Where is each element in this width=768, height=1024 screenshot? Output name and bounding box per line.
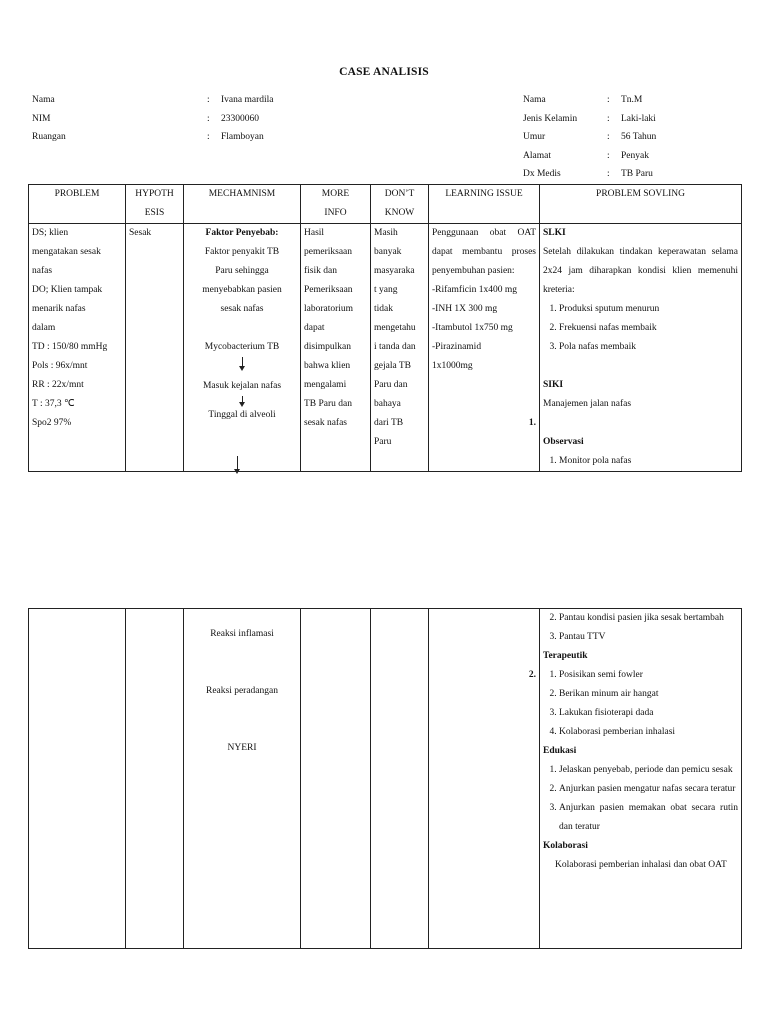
patient-age-row: Umur : 56 Tahun: [523, 132, 657, 142]
down-arrow-icon: [187, 357, 297, 371]
student-nim: 23300060: [221, 113, 259, 124]
mechanism-cell: Faktor Penyebab: Faktor penyakit TB Paru sehingga menyebabkan pasien sesak nafas Mycobacterium TB Masuk kejalan nafas Tinggal di alveoli: [184, 224, 301, 472]
table-body-row-continued: [29, 609, 742, 949]
header-mechanism: MECHAMNISM: [184, 185, 301, 224]
student-name: Ivana mardila: [221, 95, 274, 105]
mechanism-step-mycobacterium: Mycobacterium TB: [204, 342, 280, 352]
down-arrow-icon: [232, 456, 242, 478]
mechanism-heading: Faktor Penyebab:: [205, 228, 279, 238]
header-learning-issue: LEARNING ISSUE: [429, 185, 540, 224]
mechanism-step-alveoli: Tinggal di alveoli: [208, 410, 276, 420]
header-hypothesis: HYPOTH ESIS: [126, 185, 184, 224]
more-info-cell: Hasil pemeriksaan fisik dan Pemeriksaan laboratorium dapat disimpulkan bahwa klien mengalami TB Paru dan sesak nafas: [301, 224, 371, 472]
patient-gender-row: Jenis Kelamin : Laki-laki: [523, 113, 656, 124]
observasi-list-continued: 2. Pantau kondisi pasien jika sesak bertambah 3. Pantau TTV: [543, 609, 738, 647]
learning-issue-cell: Penggunaan obat OAT dapat membantu proses penyembuhan pasien: -Rifamficin 1x400 mg -INH 1X 300 mg -Itambutol 1x750 mg -Pirazinamid 1x1000mg 1.: [429, 224, 540, 472]
observasi-list: 1. Monitor pola nafas: [543, 452, 738, 471]
problem-cell: DS; klien mengatakan sesak nafas DO; Klien tampak menarik nafas dalam TD : 150/80 mmHg Pols : 96x/mnt RR : 22x/mnt T : 37,3 ℃ Spo2 97%: [29, 224, 126, 472]
problem-solving-cell-continued: [540, 609, 742, 949]
patient-name-row: Nama : Tn.M: [523, 95, 643, 105]
mechanism-step-peradangan: Reaksi peradangan: [205, 686, 278, 696]
terapeutik-list: 1. Posisikan semi fowler 2. Berikan minum air hangat 3. Lakukan fisioterapi dada 4. Kolaborasi pemberian inhalasi: [543, 666, 738, 742]
terapeutik-title: Terapeutik: [543, 651, 588, 661]
student-info: [32, 91, 274, 147]
header-problem-solving: PROBLEM SOVLING: [540, 185, 742, 224]
mechanism-step-airway: Masuk kejalan nafas: [202, 381, 282, 391]
down-arrow-icon: [187, 396, 297, 406]
header-more-info: MORE INFO: [301, 185, 371, 224]
edukasi-list: 1. Jelaskan penyebab, periode dan pemicu sesak 2. Anjurkan pasien mengatur nafas secara teratur 3. Anjurkan pasien memakan obat secara rutin dan teratur: [543, 761, 738, 837]
siki-title: SIKI: [543, 380, 564, 390]
analysis-table-page1: [28, 184, 742, 472]
mechanism-cell-continued: [184, 609, 301, 949]
student-name-row: Nama : Ivana mardila: [32, 91, 274, 110]
terapeutik-number: 2.: [528, 670, 536, 680]
hypothesis-cell-continued: [126, 609, 184, 949]
mechanism-step-inflammation: Reaksi inflamasi: [210, 629, 274, 639]
observasi-title: Observasi: [543, 437, 584, 447]
problem-solving-cell: SLKI Setelah dilakukan tindakan keperawatan selama 2x24 jam diharapkan kondisi klien memenuhi kreteria: 1. Produksi sputum menurun 2. Frekuensi nafas membaik 3. Pola nafas membaik SIKI Manajemen jalan nafas Observasi 1. Monitor pola nafas: [540, 224, 742, 472]
analysis-table-page2: [28, 608, 742, 949]
problem-cell-continued: [29, 609, 126, 949]
slki-title: SLKI: [543, 228, 566, 238]
kolaborasi-title: Kolaborasi: [543, 841, 588, 851]
dont-know-cell: Masih banyak masyaraka t yang tidak mengetahu i tanda dan gejala TB Paru dan bahaya dari TB Paru: [371, 224, 429, 472]
learning-intro: Penggunaan obat OAT dapat membantu proses penyembuhan pasien:: [432, 228, 536, 276]
student-room: Flamboyan: [221, 132, 264, 142]
learning-issue-cell-continued: [429, 609, 540, 949]
kolaborasi-text: Kolaborasi pemberian inhalasi dan obat OAT: [555, 860, 727, 870]
document-title: CASE ANALISIS: [339, 66, 429, 78]
more-info-cell-continued: [301, 609, 371, 949]
hypothesis-cell: Sesak: [126, 224, 184, 472]
dont-know-cell-continued: [371, 609, 429, 949]
observasi-number: 1.: [528, 418, 536, 428]
patient-diagnosis-row: Dx Medis : TB Paru: [523, 169, 653, 179]
slki-list: 1. Produksi sputum menurun 2. Frekuensi nafas membaik 3. Pola nafas membaik: [543, 300, 738, 357]
patient-address-row: Alamat : Penyak: [523, 150, 649, 161]
table-header-row: [29, 185, 742, 224]
mechanism-step-nyeri: NYERI: [227, 743, 257, 753]
table-body-row: [29, 224, 742, 472]
header-problem: PROBLEM: [29, 185, 126, 224]
patient-info: [523, 91, 656, 184]
header-dont-know: DON’T KNOW: [371, 185, 429, 224]
edukasi-title: Edukasi: [543, 746, 577, 756]
student-nim-row: NIM : 23300060: [32, 110, 274, 129]
student-room-row: Ruangan : Flamboyan: [32, 128, 274, 147]
